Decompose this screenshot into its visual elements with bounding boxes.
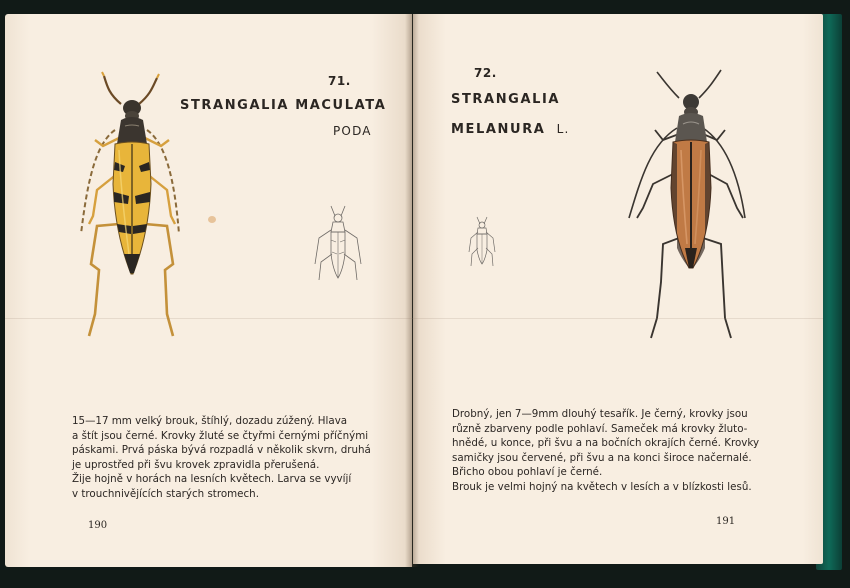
maculata-outline-sketch (313, 204, 363, 294)
description-line: hnědé, u konce, při švu a na bočních okrajích černé. Krovky (452, 437, 760, 450)
description-line: 15—17 mm velký brouk, štíhlý, dozadu zúžený. Hlava (72, 415, 348, 427)
melanura-outline-sketch (467, 216, 497, 272)
maculata-description (72, 414, 371, 502)
species-title-line2: MELANURA (451, 122, 546, 137)
maculata-beetle-illustration (69, 74, 199, 344)
page-fold-crease (5, 318, 823, 319)
left-page (5, 14, 412, 567)
book-gutter (405, 14, 419, 567)
melanura-beetle-illustration (621, 68, 761, 343)
description-line: Břicho obou pohlaví je černé. (452, 466, 603, 479)
description-line: a štít jsou černé. Krovky žluté se čtyřmi černými příčnými (72, 429, 369, 442)
species-title-line2-row (451, 118, 569, 137)
species-title-line1: STRANGALIA (451, 92, 561, 107)
page-number-left: 190 (88, 520, 108, 531)
species-title-maculata: STRANGALIA MACULATA (180, 98, 387, 113)
description-line: Drobný, jen 7—9mm dlouhý tesařík. Je černý, krovky jsou (452, 408, 748, 420)
description-line: Žije hojně v horách na lesních květech. Larva se vyvíjí (72, 473, 352, 486)
page-number-right: 191 (716, 516, 736, 527)
right-page (413, 14, 823, 564)
description-line: různě zbarveny podle pohlaví. Sameček má krovky žluto- (452, 422, 748, 435)
melanura-description (452, 407, 759, 495)
description-line: samičky jsou červené, při švu a na konci široce načernalé. (452, 451, 752, 464)
description-line: Brouk je velmi hojný na květech v lesích a v blízkosti lesů. (452, 480, 752, 493)
entry-number-72: 72. (474, 66, 497, 80)
entry-number-71: 71. (328, 74, 351, 88)
species-author-l: L. (556, 122, 570, 136)
description-line: je uprostřed při švu krovek zpravidla přerušená. (72, 458, 320, 471)
species-author-poda: PODA (333, 124, 372, 138)
description-line: v trouchnivějících starých stromech. (72, 487, 259, 500)
paper-stain (208, 216, 216, 223)
description-line: páskami. Prvá páska bývá rozpadlá v několik skvrn, druhá (72, 444, 371, 457)
